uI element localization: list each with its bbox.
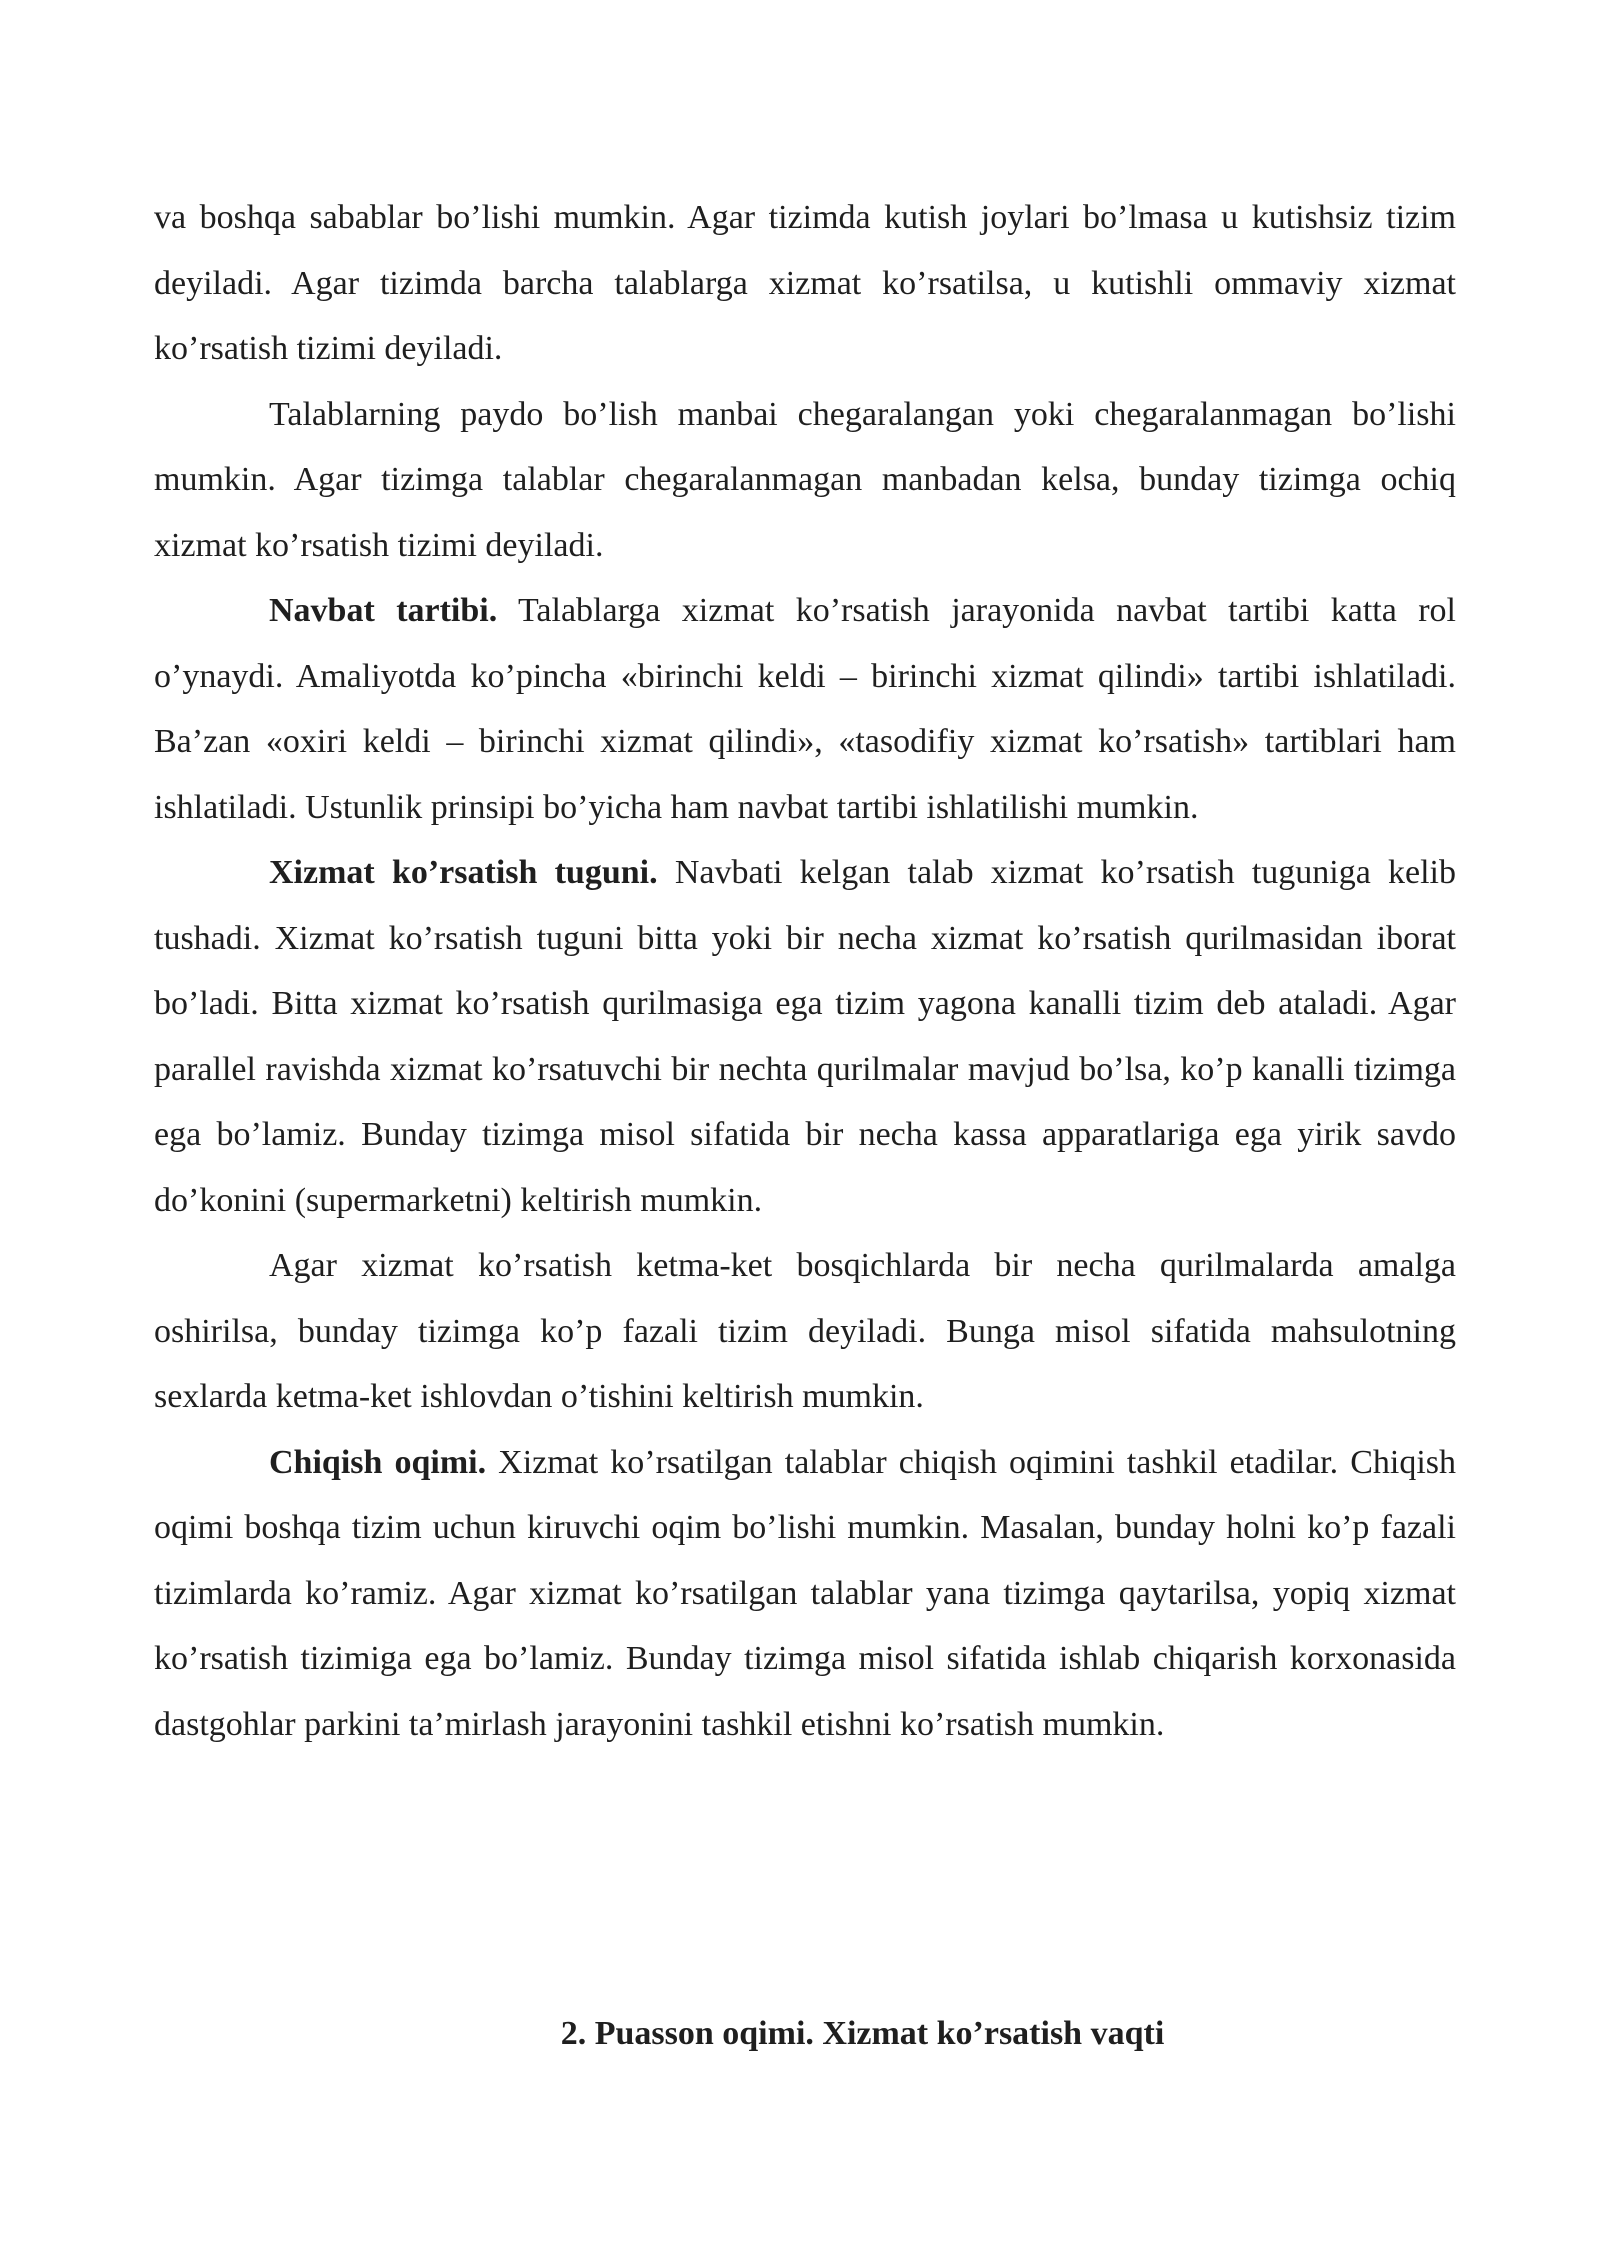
paragraph-1-text: va boshqa sabablar bo’lishi mumkin. Agar tizimda kutish joylari bo’lmasa u kutishsiz tizim deyiladi. Agar tizimda barcha talablarga xizmat ko’rsatilsa, u kutishli ommaviy xizmat ko’rsatish tizimi deyiladi. — [154, 199, 1456, 367]
paragraph-3 — [154, 578, 1456, 840]
paragraph-3-bold-lead: Navbat tartibi. — [269, 592, 498, 629]
paragraph-5 — [154, 1233, 1456, 1430]
paragraph-3-text: Talablarga xizmat ko’rsatish jarayonida navbat tartibi katta rol o’ynaydi. Amaliyotda ko’pincha «birinchi keldi – birinchi xizmat qilindi» tartibi ishlatiladi. Ba’zan «oxiri keldi – birinchi xizmat qilindi», «tasodifiy xizmat ko’rsatish» tartiblari ham ishlatiladi. Ustunlik prinsipi bo’yicha ham navbat tartibi ishlatilishi mumkin. — [154, 592, 1456, 826]
section-heading: 2. Puasson oqimi. Xizmat ko’rsatish vaqti — [560, 2015, 1165, 2052]
paragraph-6-bold-lead: Chiqish oqimi. — [269, 1443, 487, 1481]
paragraph-4-text: Navbati kelgan talab xizmat ko’rsatish tuguniga kelib tushadi. Xizmat ko’rsatish tuguni bitta yoki bir necha xizmat ko’rsatish qurilmasidan iborat bo’ladi. Bitta xizmat ko’rsatish qurilmasiga ega tizim yagona kanalli tizim deb ataladi. Agar parallel ravishda xizmat ko’rsatuvchi bir nechta qurilmalar mavjud bo’lsa, ko’p kanalli tizimga ega bo’lamiz. Bunday tizimga misol sifatida bir necha kassa apparatlariga ega yirik savdo do’konini (supermarketni) keltirish mumkin. — [154, 854, 1456, 1219]
paragraph-4 — [154, 840, 1456, 1233]
paragraph-1 — [154, 185, 1456, 382]
paragraph-2-text: Talablarning paydo bo’lish manbai chegaralangan yoki chegaralanmagan bo’lishi mumkin. Agar tizimga talablar chegaralanmagan manbadan kelsa, bunday tizimga ochiq xizmat ko’rsatish tizimi deyiladi. — [154, 395, 1456, 564]
paragraph-5-text: Agar xizmat ko’rsatish ketma-ket bosqichlarda bir necha qurilmalarda amalga oshirilsa, bunday tizimga ko’p fazali tizim deyiladi. Bunga misol sifatida mahsulotning sexlarda ketma-ket ishlovdan o’tishini keltirish mumkin. — [154, 1247, 1456, 1415]
paragraph-6 — [154, 1430, 1456, 1758]
paragraph-4-bold-lead: Xizmat ko’rsatish tuguni. — [269, 854, 658, 891]
document-page — [154, 185, 1456, 2052]
paragraph-6-text: Xizmat ko’rsatilgan talablar chiqish oqimini tashkil etadilar. Chiqish oqimi boshqa tizim uchun kiruvchi oqim bo’lishi mumkin. Masalan, bunday holni ko’p fazali tizimlarda ko’ramiz. Agar xizmat ko’rsatilgan talablar yana tizimga qaytarilsa, yopiq xizmat ko’rsatish tizimiga ega bo’lamiz. Bunday tizimga misol sifatida ishlab chiqarish korxonasida dastgohlar parkini ta’mirlash jarayonini tashkil etishni ko’rsatish mumkin. — [154, 1443, 1456, 1743]
paragraph-2 — [154, 382, 1456, 579]
